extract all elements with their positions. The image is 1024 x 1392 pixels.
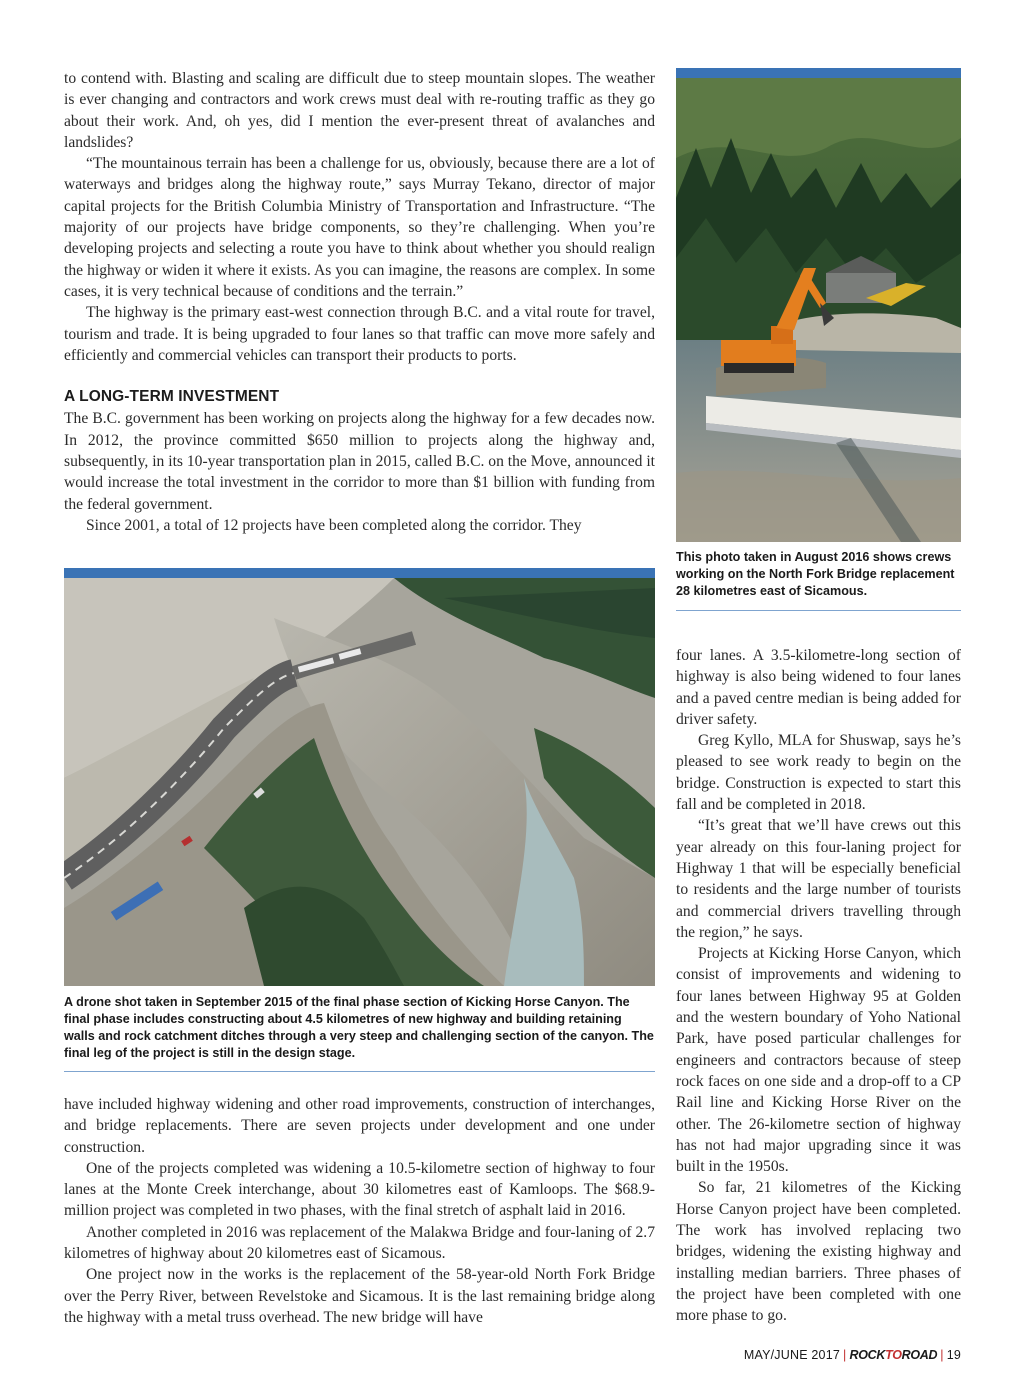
page-footer	[744, 1348, 961, 1362]
article-text-right	[676, 645, 961, 1327]
section-heading: A LONG-TERM INVESTMENT	[64, 388, 280, 406]
paragraph: four lanes. A 3.5-kilometre-long section of highway is also being widened to four lanes and a paved centre median is being added for driver safety.	[676, 647, 961, 728]
paragraph: One project now in the works is the replacement of the 58-year-old North Fork Bridge over the Perry River, between Revelstoke and Sicamous. It is the last remaining bridge along the highway with a metal truss overhead. The new bridge will have	[64, 1266, 655, 1326]
canyon-drone-illustration	[64, 578, 655, 986]
paragraph: have included highway widening and other road improvements, construction of interchanges, and bridge replacements. There are seven projects under development and one under construction.	[64, 1096, 655, 1156]
canyon-photo-caption: A drone shot taken in September 2015 of the final phase section of Kicking Horse Canyon. The final phase includes constructing about 4.5 kilometres of new highway and building retaining walls and rock catchment ditches through a very steep and challenging section of the canyon. The final leg of the project is still in the design stage.	[64, 994, 655, 1072]
paragraph: “It’s great that we’ll have crews out this year already on this four-laning project for Highway 1 that will be especially beneficial to residents and the large number of tourists and commercial drivers travelling through the region,” he says.	[676, 817, 961, 941]
logo-part: ROCK	[849, 1348, 886, 1362]
issue-date: MAY/JUNE 2017	[743, 1348, 841, 1362]
page-number: 19	[946, 1348, 961, 1362]
logo-accent: TO	[885, 1348, 902, 1362]
paragraph: The highway is the primary east-west connection through B.C. and a vital route for travel, tourism and trade. It is being upgraded to four lanes so that traffic can move more safely and efficiently and commercial vehicles can transport their products to ports.	[64, 304, 655, 364]
footer-separator: |	[843, 1348, 847, 1362]
bridge-construction-photo	[676, 68, 961, 542]
logo-part: ROAD	[901, 1348, 938, 1362]
magazine-logo	[849, 1348, 937, 1362]
paragraph: to contend with. Blasting and scaling are difficult due to steep mountain slopes. The weather is ever changing and contractors and work crews must deal with re-routing traffic as they go about their work. And, oh yes, did I mention the ever-present threat of avalanches and landslides?	[64, 70, 655, 151]
article-text-top	[64, 68, 655, 536]
paragraph: Greg Kyllo, MLA for Shuswap, says he’s pleased to see work ready to begin on the bridge. Construction is expected to start this fall and be completed in 2018.	[676, 732, 961, 814]
paragraph: Since 2001, a total of 12 projects have been completed along the corridor. They	[86, 516, 582, 534]
paragraph: Projects at Kicking Horse Canyon, which consist of improvements and widening to four lanes between Highway 95 at Golden and the western boundary of Yoho National Park, have posed particular challenges for engineers and contractors because of steep rock faces on one side and a drop-off to a CP Rail line and Kicking Horse River on the other. The 26-kilometre section of highway has not had major upgrading since it was built in the 1950s.	[676, 945, 961, 1176]
paragraph: “The mountainous terrain has been a challenge for us, obviously, because there are a lot of waterways and bridges along the highway route,” says Murray Tekano, director of major capital projects for the British Columbia Ministry of Transportation and Infrastructure. “The majority of our projects have bridge components, so they’re challenging. When you’re developing projects and selecting a route you have to think about whether you should realign the highway or widen it where it exists. As you can imagine, the reasons are complex. In some cases, it is very technical because of conditions and the terrain.”	[64, 155, 655, 300]
bridge-construction-illustration	[676, 78, 961, 542]
paragraph: The B.C. government has been working on projects along the highway for a few decades now. In 2012, the province committed $650 million to projects along the highway and, subsequently, in its 10-year transportation plan in 2015, called B.C. on the Move, announced it would increase the total investment in the corridor to more than $1 billion with funding from the federal government.	[64, 410, 656, 513]
paragraph: Another completed in 2016 was replacement of the Malakwa Bridge and four-laning of 2.7 kilometres of highway about 20 kilometres east of Sicamous.	[64, 1223, 655, 1263]
bridge-photo-caption: This photo taken in August 2016 shows crews working on the North Fork Bridge replacement 28 kilometres east of Sicamous.	[676, 549, 961, 611]
footer-separator: |	[940, 1348, 944, 1362]
paragraph: One of the projects completed was widening a 10.5-kilometre section of highway to four lanes at the Monte Creek interchange, about 30 kilometres east of Kamloops. The $68.9-million project was completed in two phases, with the final stretch of asphalt laid in 2016.	[64, 1159, 655, 1220]
article-text-bottom	[64, 1094, 655, 1328]
canyon-drone-photo	[64, 568, 655, 986]
paragraph: So far, 21 kilometres of the Kicking Horse Canyon project have been completed. The work has involved replacing two bridges, widening the existing highway and installing median barriers. Three phases of the project have been completed with one more phase to go.	[676, 1179, 961, 1325]
